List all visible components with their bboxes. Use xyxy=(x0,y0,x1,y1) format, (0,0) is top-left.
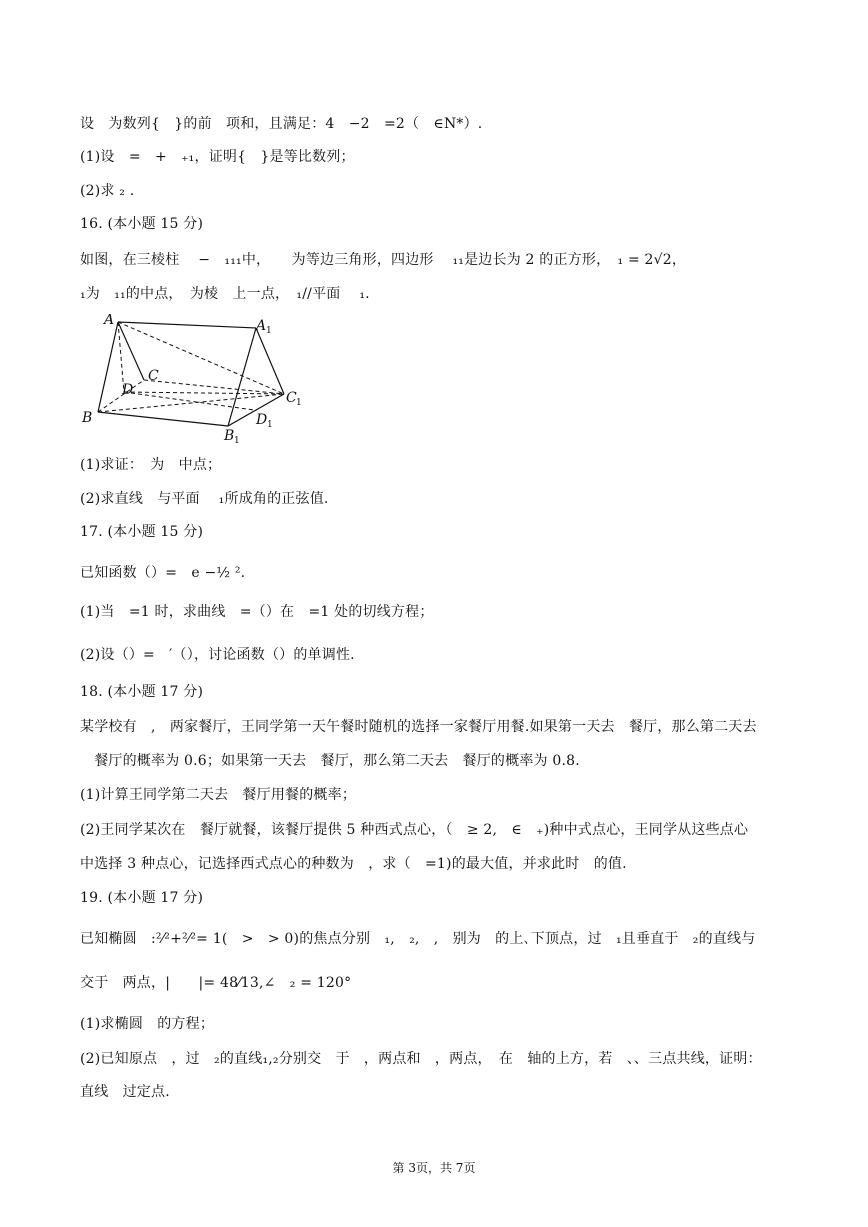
label-B: B xyxy=(82,410,93,426)
label-D1: D xyxy=(256,412,268,428)
label-C1: C xyxy=(286,390,297,406)
problem-17-part-2: (2)设（）= ′（），讨论函数（）的单调性. xyxy=(80,647,355,663)
edge-AA1 xyxy=(118,322,256,328)
problem-19-part-2-line-2: 直线 过定点. xyxy=(80,1084,170,1100)
label-B1: B xyxy=(224,428,235,444)
problem-16-part-1: (1)求证： 为 中点； xyxy=(80,457,222,473)
label-C: C xyxy=(148,368,159,384)
prism-figure xyxy=(78,314,308,446)
problem-18-statement-1: 某学校有 , 两家餐厅，王同学第一天午餐时随机的选择一家餐厅用餐.如果第一天去 餐厅，那么第二天去 xyxy=(80,719,757,735)
label-C1-sub: 1 xyxy=(296,398,302,408)
label-A1-sub: 1 xyxy=(266,326,272,336)
problem-19-statement-1: 已知椭圆 :²⁄²+²⁄²= 1( > > 0)的焦点分别 ₁, ₂, , 别为 的上､下顶点，过 ₁且垂直于 ₂的直线与 xyxy=(80,931,756,947)
problem-17-statement: 已知函数（）= e −½ ². xyxy=(80,565,246,581)
problem-15-part-1: (1)设 = + ₊₁，证明{ }是等比数列； xyxy=(80,149,355,165)
problem-15-part-2: (2)求 ₂ . xyxy=(80,183,135,199)
edge-BC xyxy=(98,380,144,412)
page-footer: 第 3页，共 7页 xyxy=(392,1161,476,1175)
problem-17-heading: 17. (本小题 15 分) xyxy=(80,524,204,540)
problem-15-statement: 设 为数列{ }的前 项和，且满足：4 −2 =2（ ∈N*）. xyxy=(80,116,483,132)
problem-18-part-1: (1)计算王同学第二天去 餐厅用餐的概率； xyxy=(80,787,357,803)
problem-19-part-2-line-1: (2)已知原点 ，过 ₂的直线₁,₂分别交 于 ，两点和 ，两点， 在 轴的上方，若 、、三点共线，证明： xyxy=(80,1051,762,1067)
problem-18-part-2-line-1: (2)王同学某次在 餐厅就餐，该餐厅提供 5 种西式点心，（ ≥ 2, ∈ ₊)种中式点心，王同学从这些点心 xyxy=(80,822,749,838)
problem-18-statement-2: 餐厅的概率为 0.6；如果第一天去 餐厅，那么第二天去 餐厅的概率为 0.8. xyxy=(80,753,580,769)
problem-19-part-1: (1)求椭圆 的方程； xyxy=(80,1016,215,1032)
edge-CC1 xyxy=(144,380,284,394)
problem-18-part-2-line-2: 中选择 3 种点心，记选择西式点心的种数为 ，求（ =1)的最大值，并求此时 的值. xyxy=(80,856,627,872)
problem-19-statement-2: 交于 两点，| |= 48⁄13,∠ ₂ = 120° xyxy=(80,975,352,991)
label-D: D xyxy=(122,382,134,398)
problem-17-part-1: (1)当 =1 时，求曲线 =（）在 =1 处的切线方程； xyxy=(80,604,434,620)
problem-19-heading: 19. (本小题 17 分) xyxy=(80,890,204,906)
label-D1-sub: 1 xyxy=(267,420,273,430)
edge-A1B1 xyxy=(228,328,256,426)
edge-DC1 xyxy=(124,392,284,394)
label-A1: A xyxy=(256,318,267,334)
problem-16-heading: 16. (本小题 15 分) xyxy=(80,216,204,232)
problem-16-part-2: (2)求直线 与平面 ₁所成角的正弦值. xyxy=(80,491,329,507)
problem-18-heading: 18. (本小题 17 分) xyxy=(80,684,204,700)
label-A: A xyxy=(104,314,115,328)
problem-16-statement-1: 如图，在三棱柱 − ₁₁₁中， 为等边三角形，四边形 ₁₁是边长为 2 的正方形， ₁ = 2√2， xyxy=(80,252,687,268)
problem-16-statement-2: ₁为 ₁₁的中点， 为棱 上一点， ₁//平面 ₁. xyxy=(80,286,370,302)
edge-BB1 xyxy=(98,412,228,426)
edge-AB xyxy=(98,322,118,412)
label-B1-sub: 1 xyxy=(234,436,240,446)
